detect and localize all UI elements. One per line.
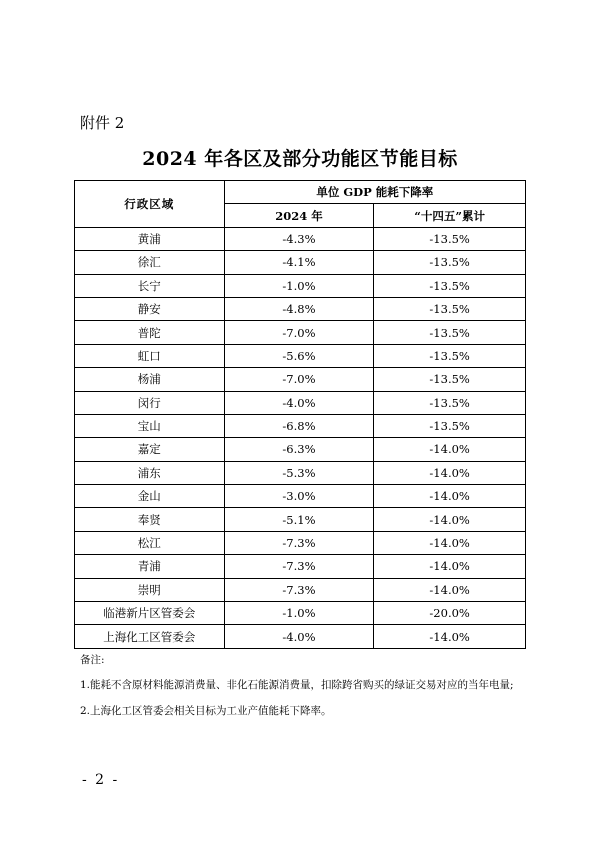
cell-cumulative: -13.5% [374,274,526,297]
cell-region: 黄浦 [75,227,225,250]
table-row [75,297,526,320]
table-row [75,414,526,437]
table-row [75,251,526,274]
cell-region: 徐汇 [75,251,225,274]
cell-2024: -4.8% [224,297,374,320]
notes-section [80,655,514,733]
cell-region: 崇明 [75,578,225,601]
table-header [75,181,526,228]
cell-cumulative: -14.0% [374,485,526,508]
cell-cumulative: -14.0% [374,508,526,531]
cell-cumulative: -13.5% [374,368,526,391]
cell-cumulative: -14.0% [374,461,526,484]
table-row [75,227,526,250]
cell-cumulative: -20.0% [374,602,526,625]
header-2024: 2024 年 [224,204,374,227]
cell-2024: -7.0% [224,321,374,344]
header-gdp-energy-reduction: 单位 GDP 能耗下降率 [224,181,525,204]
table-row [75,625,526,648]
cell-cumulative: -13.5% [374,391,526,414]
table-row [75,368,526,391]
cell-2024: -1.0% [224,274,374,297]
table-row [75,555,526,578]
table-row [75,391,526,414]
cell-region: 奉贤 [75,508,225,531]
cell-cumulative: -13.5% [374,297,526,320]
table-row [75,344,526,367]
header-cumulative: “十四五”累计 [374,204,526,227]
cell-2024: -7.3% [224,578,374,601]
cell-2024: -5.1% [224,508,374,531]
page-number: - 2 - [82,772,120,788]
cell-cumulative: -13.5% [374,227,526,250]
cell-2024: -4.0% [224,391,374,414]
table-row [75,578,526,601]
note-item: 2.上海化工区管委会相关目标为工业产值能耗下降率。 [80,705,332,717]
cell-region: 嘉定 [75,438,225,461]
cell-cumulative: -14.0% [374,578,526,601]
cell-2024: -3.0% [224,485,374,508]
cell-2024: -5.6% [224,344,374,367]
cell-2024: -5.3% [224,461,374,484]
cell-2024: -6.3% [224,438,374,461]
cell-2024: -6.8% [224,414,374,437]
document-title: 2024 年各区及部分功能区节能目标 [142,148,458,170]
cell-2024: -7.0% [224,368,374,391]
cell-region: 闵行 [75,391,225,414]
cell-region: 上海化工区管委会 [75,625,225,648]
energy-targets-table [74,180,526,649]
notes-label: 备注: [80,654,105,666]
cell-cumulative: -14.0% [374,531,526,554]
header-region: 行政区域 [75,181,225,228]
table-row [75,461,526,484]
cell-region: 宝山 [75,414,225,437]
table-row [75,531,526,554]
cell-region: 杨浦 [75,368,225,391]
attachment-label: 附件 2 [80,114,125,132]
cell-cumulative: -14.0% [374,438,526,461]
cell-2024: -1.0% [224,602,374,625]
cell-cumulative: -13.5% [374,344,526,367]
cell-region: 青浦 [75,555,225,578]
cell-region: 金山 [75,485,225,508]
note-item: 1.能耗不含原材料能源消费量、非化石能源消费量，扣除跨省购买的绿证交易对应的当年电量; [80,678,514,691]
cell-2024: -4.0% [224,625,374,648]
table-row [75,602,526,625]
table-row [75,508,526,531]
table-row [75,438,526,461]
cell-cumulative: -13.5% [374,321,526,344]
cell-2024: -7.3% [224,531,374,554]
cell-region: 长宁 [75,274,225,297]
cell-cumulative: -13.5% [374,251,526,274]
table-row [75,321,526,344]
cell-2024: -4.1% [224,251,374,274]
table-row [75,485,526,508]
cell-2024: -4.3% [224,227,374,250]
cell-region: 临港新片区管委会 [75,602,225,625]
cell-region: 静安 [75,297,225,320]
cell-cumulative: -13.5% [374,414,526,437]
table-row [75,274,526,297]
cell-2024: -7.3% [224,555,374,578]
cell-region: 浦东 [75,461,225,484]
table-body [75,227,526,648]
cell-region: 普陀 [75,321,225,344]
cell-cumulative: -14.0% [374,625,526,648]
cell-cumulative: -14.0% [374,555,526,578]
cell-region: 虹口 [75,344,225,367]
cell-region: 松江 [75,531,225,554]
